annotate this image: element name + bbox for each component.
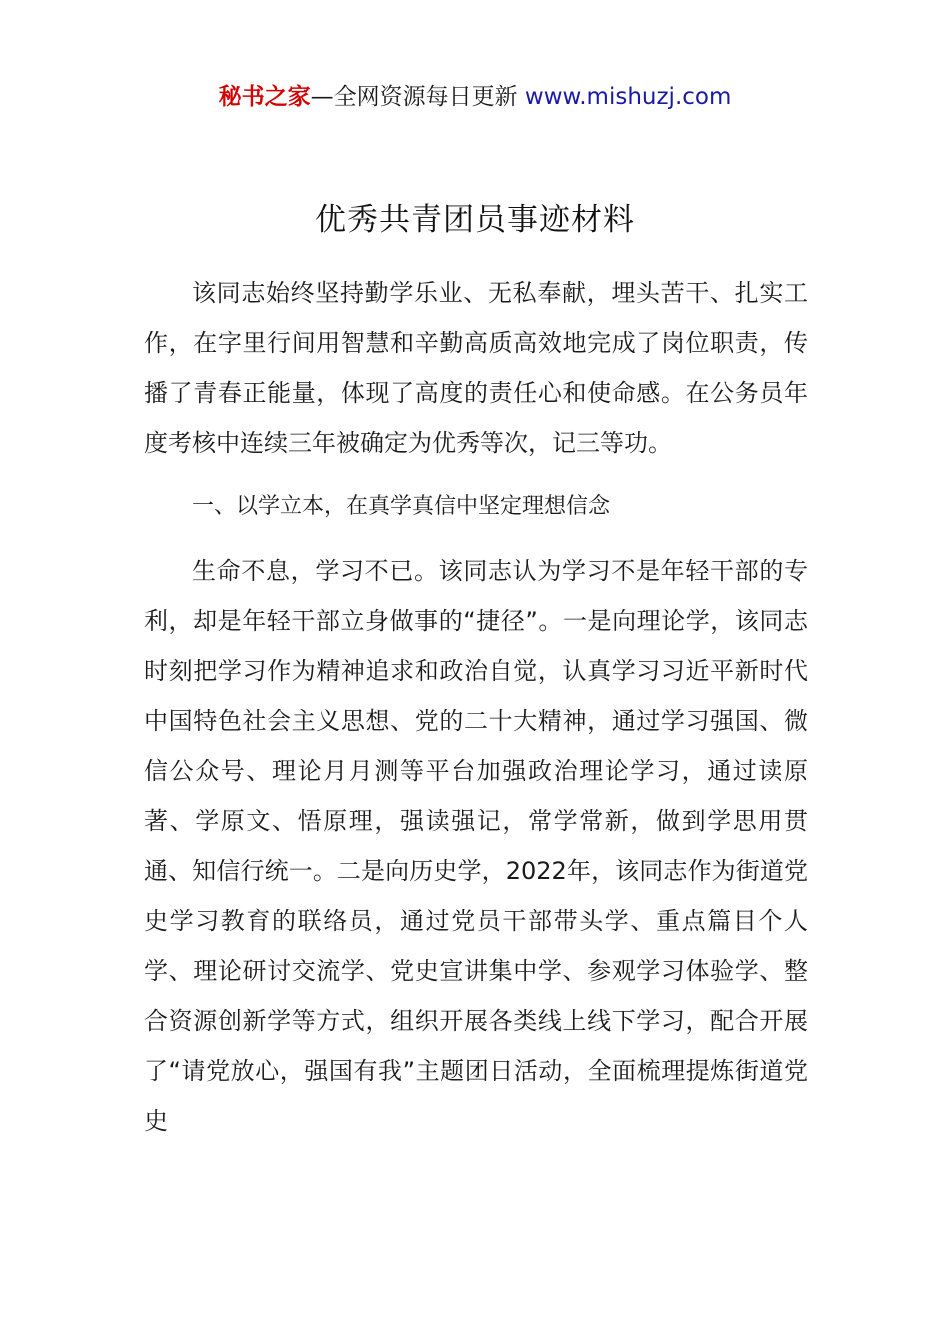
document-title: 优秀共青团员事迹材料 [315, 202, 635, 238]
section-heading: 一、以学立本，在真学真信中坚定理想信念 [192, 494, 611, 519]
site-tagline: —全网资源每日更新 [310, 84, 525, 110]
document-body [144, 268, 808, 1146]
section-paragraph: 生命不息，学习不已。该同志认为学习不是年轻干部的专利，却是年轻干部立身做事的“捷径”。一是向理论学，该同志时刻把学习作为精神追求和政治自觉，认真学习习近平新时代中国特色社会主义思想、党的二十大精神，通过学习强国、微信公众号、理论月月测等平台加强政治理论学习，通过读原著、学原文、悟原理，强读强记，常学常新，做到学思用贯通、知信行统一。二是向历史学，2022年，该同志作为街道党史学习教育的联络员，通过党员干部带头学、重点篇目个人学、理论研讨交流学、党史宣讲集中学、参观学习体验学、整合资源创新学等方式，组织开展各类线上线下学习，配合开展了“请党放心，强国有我”主题团日活动，全面梳理提炼街道党史 [144, 557, 808, 1135]
intro-paragraph: 该同志始终坚持勤学乐业、无私奉献，埋头苦干、扎实工作，在字里行间用智慧和辛勤高质高效地完成了岗位职责，传播了青春正能量，体现了高度的责任心和使命感。在公务员年度考核中连续三年被确定为优秀等次，记三等功。 [144, 279, 808, 457]
site-header [0, 80, 950, 114]
site-url-link[interactable]: www.mishuzj.com [524, 84, 732, 110]
site-brand: 秘书之家 [218, 84, 311, 110]
